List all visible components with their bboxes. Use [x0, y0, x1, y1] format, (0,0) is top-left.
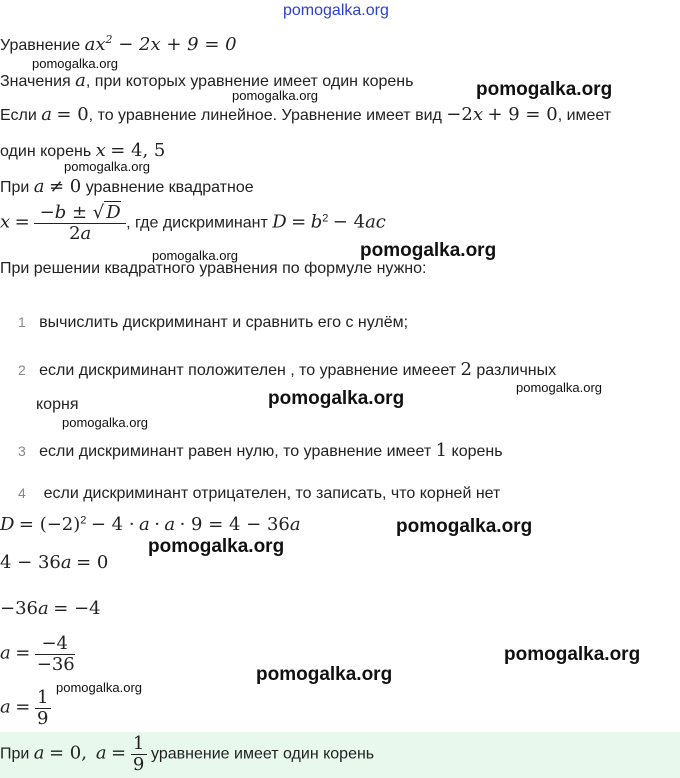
- calc-line: a = $\frac{1}{9}$: [0, 688, 51, 729]
- calc-line: 4 − 36a = 0: [0, 552, 109, 573]
- equation-label: Уравнение: [0, 37, 81, 54]
- watermark-big: pomogalka.org: [148, 536, 285, 557]
- watermark-small: pomogalka.org: [62, 415, 148, 430]
- has-text: , имеет: [557, 107, 612, 124]
- watermark-small: pomogalka.org: [56, 680, 142, 695]
- calc-line: −36a = −4: [0, 598, 101, 619]
- linear-case-line: Если a = 0, то уравнение линейное. Уравнение имеет вид −2x + 9 = 0, имеет: [0, 104, 612, 125]
- watermark-big: pomogalka.org: [360, 240, 497, 261]
- quadratic-case-line: При a ≠ 0 уравнение квадратное: [0, 176, 254, 197]
- list-item: 3 если дискриминант равен нулю, то уравнение имеет 1 корень: [18, 440, 503, 461]
- watermark-small: pomogalka.org: [32, 56, 118, 71]
- quadratic-text: уравнение квадратное: [85, 179, 254, 196]
- watermark-small: pomogalka.org: [64, 159, 150, 174]
- list-item: 2 если дискриминант положителен , то уравнение имееет 2 различных: [18, 359, 557, 380]
- if-text: Если: [0, 107, 37, 124]
- list-item: 1 вычислить дискриминант и сравнить его с нулём;: [18, 314, 409, 331]
- watermark-big: pomogalka.org: [268, 388, 405, 409]
- watermark-big: pomogalka.org: [256, 664, 393, 685]
- watermark-big: pomogalka.org: [504, 644, 641, 665]
- one-root-text: один корень: [0, 143, 92, 160]
- answer-pri: При: [0, 745, 30, 763]
- calc-line: $D = (-2)^2 - 4 \cdot a \cdot a \cdot 9 = 4 - 36a$: [0, 514, 301, 535]
- answer-line: При a = 0, a = $\frac{1}{9}$ уравнение имеет один корень: [0, 733, 375, 775]
- list-item-continuation: корня: [36, 396, 79, 413]
- watermark-small: pomogalka.org: [232, 88, 318, 103]
- watermark-big: pomogalka.org: [396, 516, 533, 537]
- watermark-small: pomogalka.org: [516, 380, 602, 395]
- values-line: Значения a, при которых уравнение имеет один корень: [0, 70, 414, 91]
- watermark-top: pomogalka.org: [283, 2, 389, 19]
- calc-line: a = $\frac{-4}{-36}$: [0, 633, 75, 675]
- linear-text: , то уравнение линейное. Уравнение имеет вид: [88, 107, 442, 124]
- values-text-2: , при которых уравнение имеет один корень: [85, 73, 414, 90]
- equation-math: $ax^2 - 2x + 9 = 0$: [84, 33, 237, 55]
- answer-text: уравнение имеет один корень: [151, 745, 375, 763]
- solving-intro-line: При решении квадратного уравнения по формуле нужно:: [0, 260, 427, 277]
- where-disc-text: , где дискриминант: [126, 214, 268, 232]
- root-formula-line: x = $\frac{-b \pm √ D}{2a}$ , где дискриминант $D = b^2 - 4ac$: [0, 202, 386, 244]
- values-text: Значения: [0, 73, 71, 90]
- equation-line: [0, 34, 237, 55]
- list-item: 4 если дискриминант отрицателен, то записать, что корней нет: [18, 485, 501, 502]
- watermark-big: pomogalka.org: [476, 79, 613, 100]
- one-root-line: один корень x = 4, 5: [0, 140, 166, 161]
- pri-text: При: [0, 179, 30, 196]
- watermark-small: pomogalka.org: [152, 248, 238, 263]
